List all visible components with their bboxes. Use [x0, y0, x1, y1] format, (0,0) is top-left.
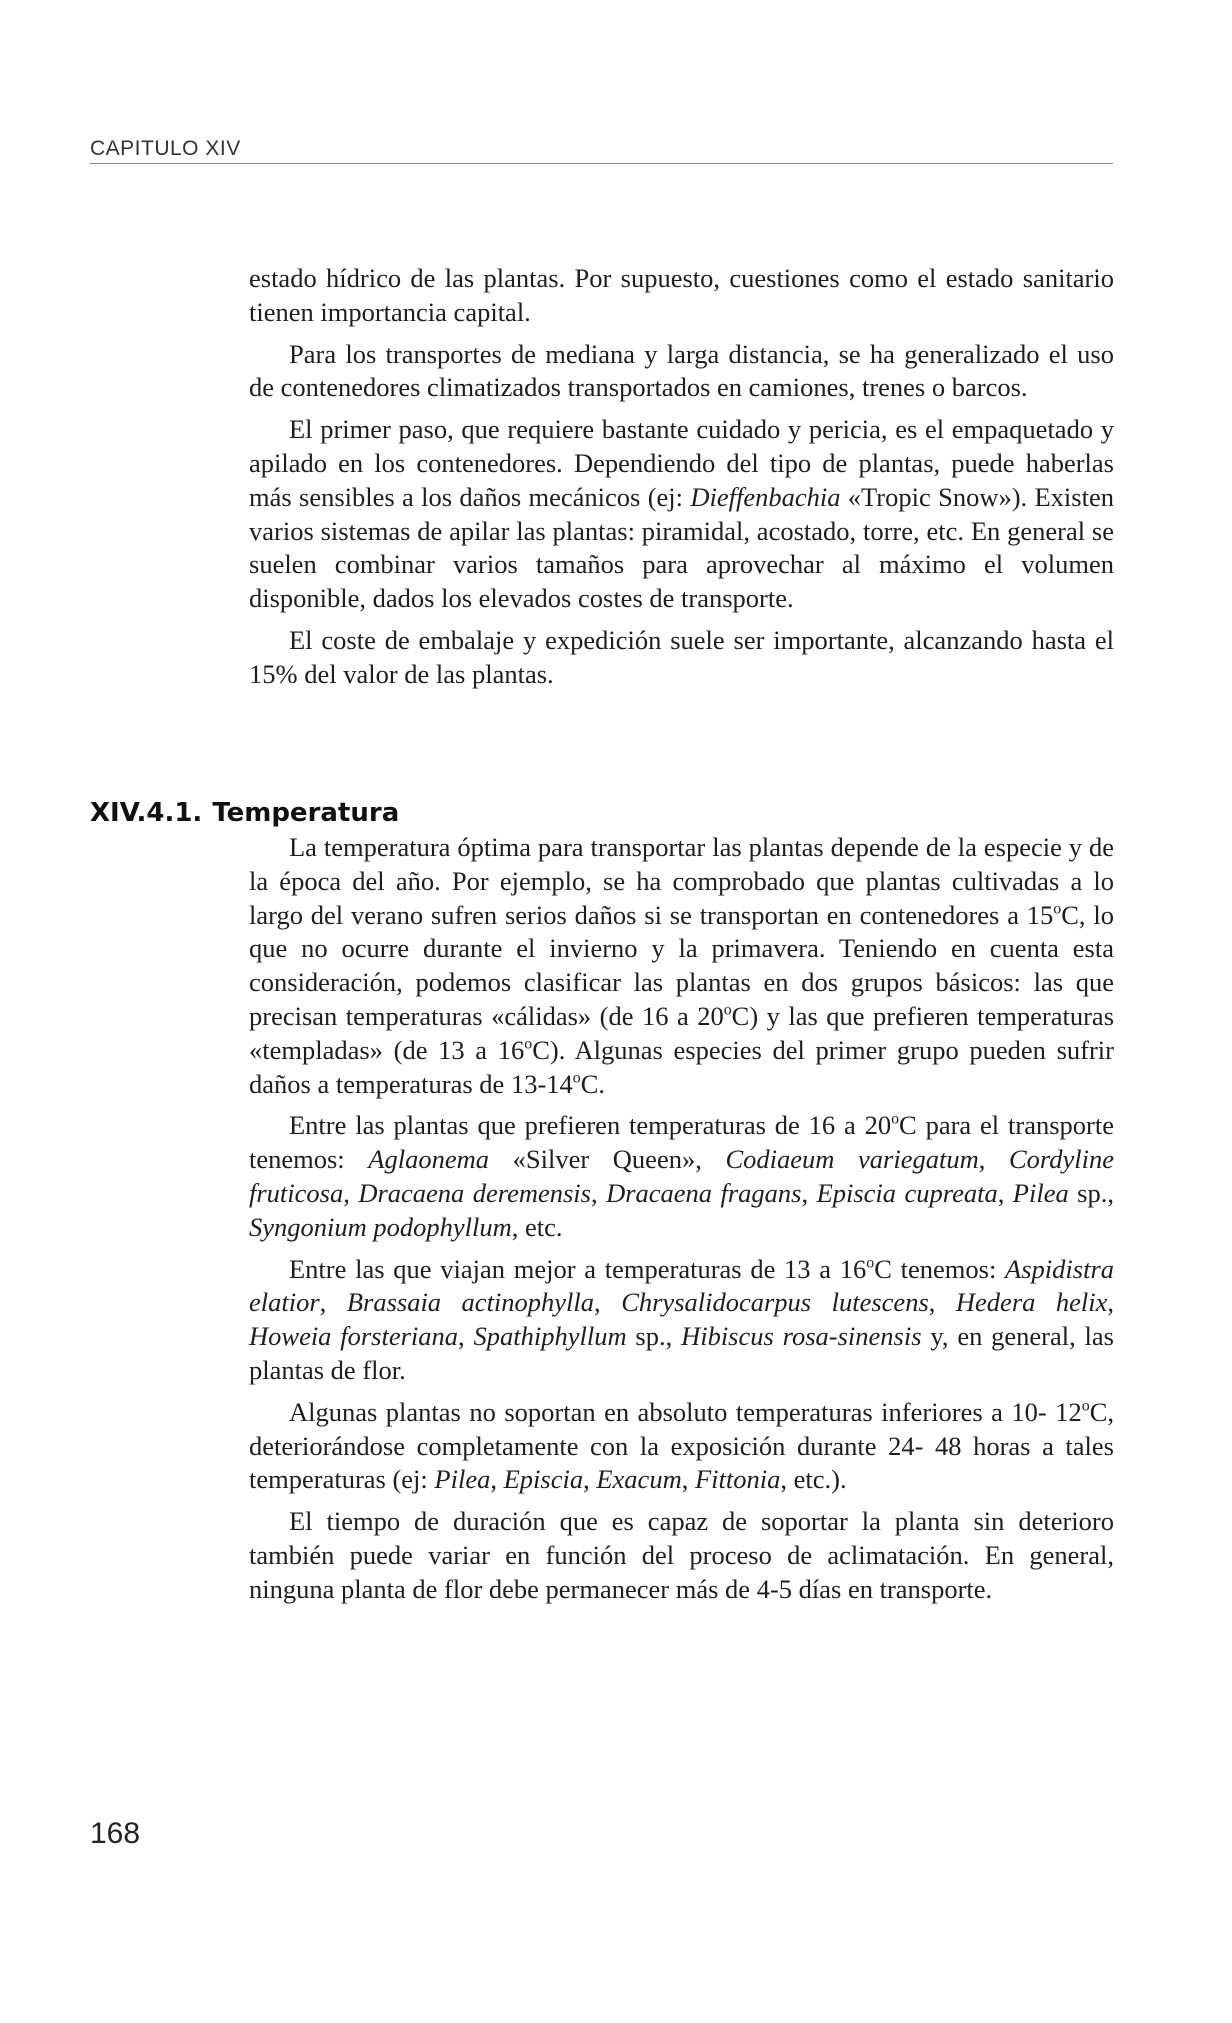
degree-superscript: o [572, 1069, 581, 1087]
species-name: Cordyline fruticosa [249, 1144, 1114, 1208]
degree-superscript: o [866, 1254, 875, 1272]
paragraph [249, 1253, 1114, 1388]
text-run: El tiempo de duración que es capaz de soportar la planta sin deterioro también puede variar en función del proceso de aclimatación. En general, ninguna planta de flor debe permanecer más de 4-5 días en transporte. [249, 1506, 1114, 1604]
text-run: , [458, 1321, 474, 1352]
text-run: , [681, 1464, 695, 1495]
text-run: C, lo que no ocurre durante el invierno y la primavera. Teniendo en cuenta esta consideración, podemos clasificar las plantas en dos grupos básicos: las que precisan temperaturas «cálidas» (de 16 a 20 [249, 899, 1114, 1031]
paragraph [249, 1109, 1114, 1244]
species-name: Hibiscus rosa-sinensis [681, 1321, 922, 1352]
text-run: C). Algunas especies del primer grupo pueden sufrir daños a temperaturas de 13-14 [249, 1034, 1114, 1099]
paragraph [249, 1505, 1114, 1606]
text-run: , [594, 1287, 622, 1318]
species-name: Hedera helix [955, 1287, 1108, 1318]
species-name: Pilea [1012, 1177, 1069, 1208]
species-name: Dieffenbachia [690, 481, 841, 512]
text-run: C. [580, 1068, 606, 1099]
text-run: La temperatura óptima para transportar las plantas depende de la especie y de la época del año. Por ejemplo, se ha comprobado que plantas cultivadas a lo largo del verano sufren serios daños si se transportan en contenedores a 15 [249, 832, 1114, 930]
species-name: Spathiphyllum [473, 1321, 627, 1352]
species-name: Chrysalidocarpus lutescens [621, 1287, 929, 1318]
header-rule [90, 163, 1113, 164]
paragraph [249, 338, 1114, 406]
species-name: Pilea [434, 1464, 491, 1495]
text-run: Algunas plantas no soportan en absoluto temperaturas inferiores a 10- 12 [289, 1396, 1082, 1427]
paragraph [249, 413, 1114, 616]
text-run: C tenemos: [874, 1253, 1006, 1284]
species-name: Brassaia actinophylla [346, 1287, 595, 1318]
degree-superscript: o [723, 1001, 732, 1019]
species-name: Aglaonema [368, 1144, 489, 1175]
text-run: , etc.). [780, 1464, 847, 1495]
species-name: Fittonia [694, 1464, 781, 1495]
text-run: «Silver Queen», [489, 1144, 726, 1175]
text-run: «Tropic Snow»). Existen varios sistemas de apilar las plantas: piramidal, acostado, torre, etc. En general se suelen combinar varios tamaños para aprovechar al máximo el volumen disponible, dados los elevados costes de transporte. [249, 481, 1114, 614]
paragraph [249, 831, 1114, 1101]
degree-superscript: o [1053, 900, 1062, 918]
paragraph [249, 624, 1114, 692]
species-name: Dracaena deremensis [358, 1177, 591, 1208]
section-two-body [249, 831, 1114, 1607]
degree-superscript: o [1081, 1397, 1090, 1415]
degree-superscript: o [524, 1035, 533, 1053]
text-run: Para los transportes de mediana y larga distancia, se ha generalizado el uso de contenedores climatizados transportados en camiones, trenes o barcos. [249, 338, 1114, 403]
text-run: sp., [626, 1321, 682, 1352]
species-name: Aspidistra elatior [249, 1253, 1115, 1318]
degree-superscript: o [891, 1111, 900, 1129]
text-run: , [590, 1177, 607, 1208]
section-title: Temperatura [212, 798, 400, 828]
paragraph [249, 1396, 1114, 1497]
text-run: , [997, 1177, 1013, 1208]
species-name: Howeia forsteriana [249, 1321, 459, 1352]
text-run: , [1107, 1287, 1115, 1318]
species-name: Episcia cupreata [816, 1177, 998, 1208]
text-run: sp., [1068, 1177, 1114, 1208]
species-name: Episcia [503, 1464, 584, 1495]
text-run: , [343, 1177, 359, 1208]
species-name: Exacum [596, 1464, 682, 1495]
section-one-body [249, 262, 1114, 692]
text-run: , etc. [511, 1211, 563, 1242]
text-run: El coste de embalaje y expedición suele ser importante, alcanzando hasta el 15% del valor de las plantas. [249, 624, 1114, 689]
text-run: estado hídrico de las plantas. Por supuesto, cuestiones como el estado sanitario tienen importancia capital. [249, 263, 1114, 327]
species-name: Dracaena fragans [606, 1177, 802, 1208]
text-run: y, en general, las plantas de flor. [249, 1321, 1114, 1385]
species-name: Syngonium podophyllum [249, 1211, 512, 1242]
running-header: CAPITULO XIV [90, 137, 241, 160]
text-run: , [978, 1144, 1009, 1175]
species-name: Codiaeum variegatum [725, 1144, 979, 1175]
text-run: , [319, 1287, 347, 1318]
section-heading [90, 798, 409, 828]
page-number: 168 [90, 1817, 141, 1850]
text-run: C para el transporte tenemos: [249, 1110, 1114, 1175]
text-run: El primer paso, que requiere bastante cuidado y pericia, es el empaquetado y apilado en los contenedores. Dependiendo del tipo de plantas, puede haberlas más sensibles a los daños mecánicos (ej: [249, 414, 1114, 512]
section-number: XIV.4.1. [90, 798, 203, 828]
text-run: Entre las plantas que prefieren temperaturas de 16 a 20 [289, 1110, 892, 1141]
text-run: , [583, 1464, 597, 1495]
text-run: C) y las que prefieren temperaturas «templadas» (de 13 a 16 [249, 1000, 1115, 1065]
paragraph [249, 262, 1114, 330]
text-run: Entre las que viajan mejor a temperaturas de 13 a 16 [289, 1253, 867, 1284]
text-run: , [801, 1177, 817, 1208]
text-run: C, deteriorándose completamente con la exposición durante 24- 48 horas a tales temperaturas (ej: [249, 1396, 1114, 1495]
text-run: , [928, 1287, 956, 1318]
text-run: , [490, 1464, 504, 1495]
